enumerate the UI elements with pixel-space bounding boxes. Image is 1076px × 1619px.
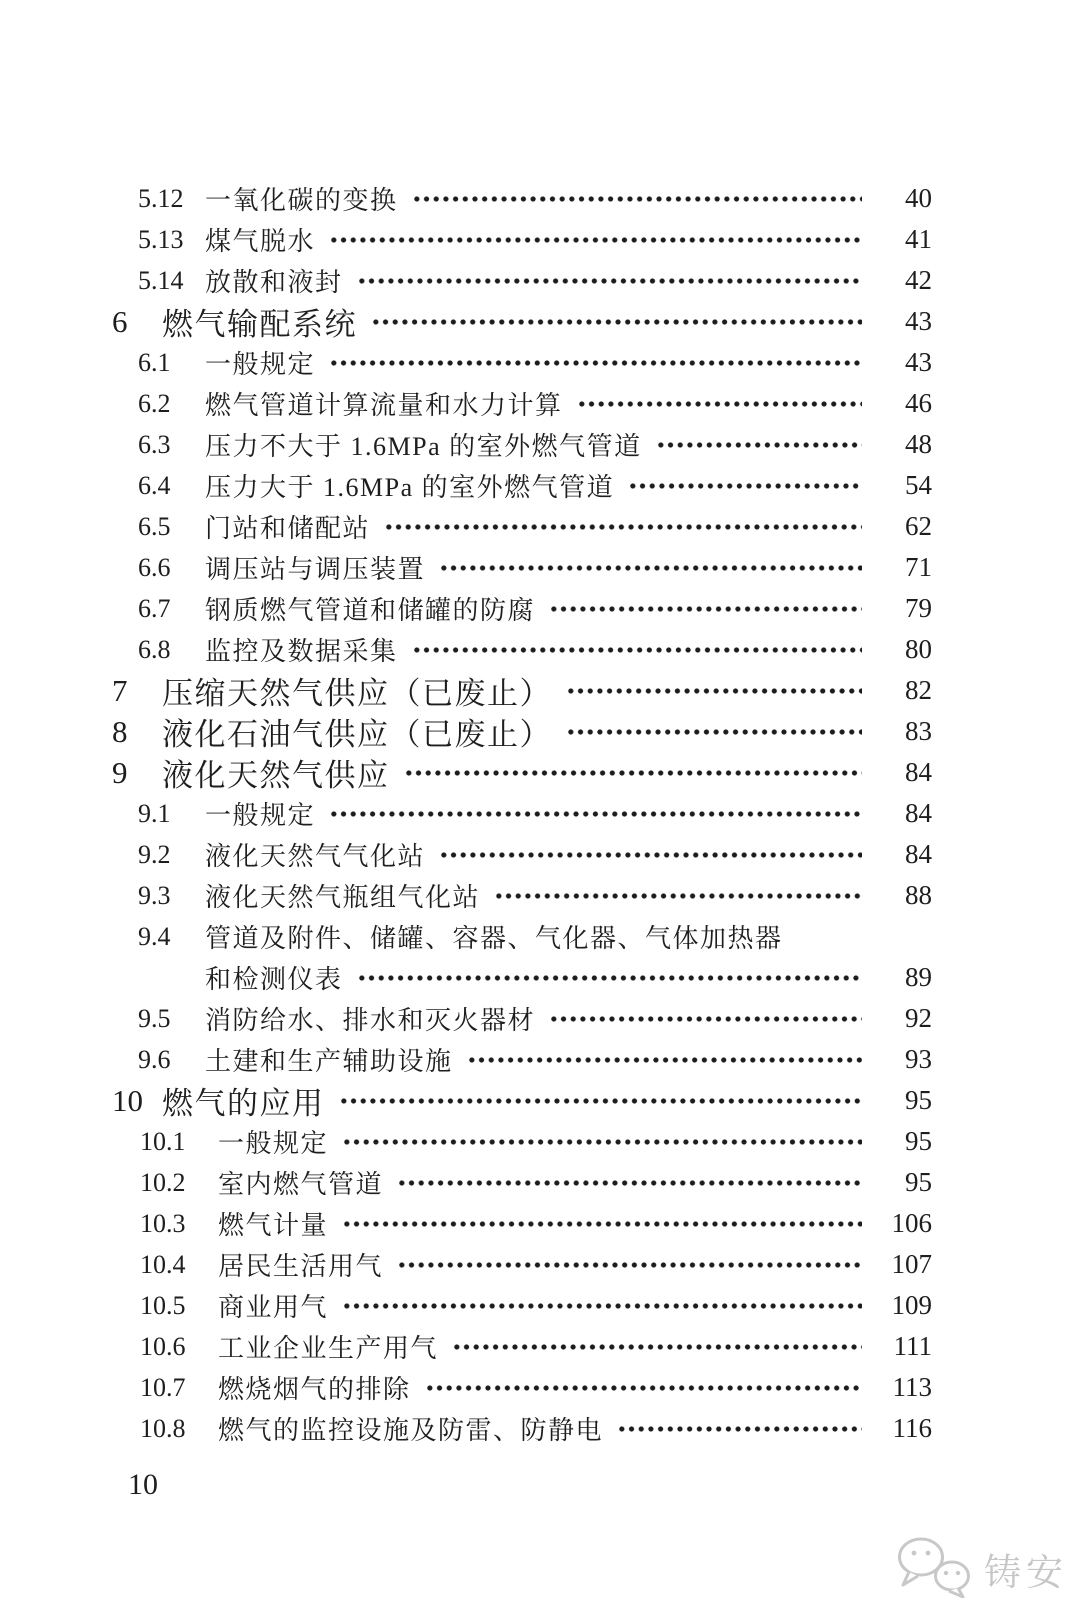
toc-entry-title: 室内燃气管道 <box>218 1170 384 1199</box>
watermark-text: 铸安 <box>984 1552 1068 1594</box>
toc-entry-page: 84 <box>905 757 932 787</box>
toc-entry-number: 6 <box>112 303 128 339</box>
toc-entry-title: 燃烧烟气的排除 <box>218 1375 411 1404</box>
toc-entry-number: 9.4 <box>138 921 171 951</box>
toc-entry-page: 109 <box>891 1290 932 1320</box>
toc-entry-page: 111 <box>893 1331 932 1361</box>
toc-entry-title: 燃气管道计算流量和水力计算 <box>205 391 563 420</box>
toc-entry-page: 95 <box>905 1167 932 1197</box>
toc-entry-title: 液化天然气供应 <box>162 758 390 793</box>
dot-leader <box>329 793 862 834</box>
dot-leader <box>342 1121 862 1162</box>
toc-entry-title: 调压站与调压装置 <box>205 555 426 584</box>
toc-entry-number: 6.1 <box>138 347 171 377</box>
toc-entry-number: 10 <box>112 1082 143 1118</box>
toc-entry-number: 9.6 <box>138 1044 171 1074</box>
toc-entry-title: 燃气的监控设施及防雷、防静电 <box>218 1416 604 1445</box>
toc-entry-number: 8 <box>112 713 128 749</box>
toc-entry-page: 42 <box>905 265 932 295</box>
toc-entry-number: 10.8 <box>140 1413 186 1443</box>
toc-row <box>0 342 1076 383</box>
toc-row <box>0 301 1076 342</box>
dot-leader <box>404 752 863 793</box>
toc-entry-number: 6.7 <box>138 593 171 623</box>
toc-entry-number: 6.6 <box>138 552 171 582</box>
toc-row <box>0 998 1076 1039</box>
toc-row <box>0 1162 1076 1203</box>
toc-row <box>0 711 1076 752</box>
toc-entry-title: 燃气计量 <box>218 1211 329 1240</box>
toc-entry-page: 71 <box>905 552 932 582</box>
toc-entry-page: 93 <box>905 1044 932 1074</box>
dot-leader <box>577 383 862 424</box>
toc-entry-page: 41 <box>905 224 932 254</box>
toc-entry-page: 82 <box>905 675 932 705</box>
toc-row <box>0 588 1076 629</box>
toc-entry-title: 液化天然气瓶组气化站 <box>205 883 481 912</box>
toc-row <box>0 752 1076 793</box>
toc-row <box>0 793 1076 834</box>
dot-leader <box>566 670 862 711</box>
toc-entry-number: 5.14 <box>138 265 184 295</box>
toc-row <box>0 260 1076 301</box>
dot-leader <box>357 957 862 998</box>
toc-entry-page: 43 <box>905 306 932 336</box>
toc-entry-title: 管道及附件、储罐、容器、气化器、气体加热器 <box>205 924 783 953</box>
toc-entry-page: 80 <box>905 634 932 664</box>
toc-entry-number: 9.3 <box>138 880 171 910</box>
toc-entry-title: 工业企业生产用气 <box>218 1334 439 1363</box>
toc-row <box>0 383 1076 424</box>
toc-entry-page: 84 <box>905 798 932 828</box>
toc-entry-title: 一般规定 <box>218 1129 329 1158</box>
dot-leader <box>549 588 862 629</box>
toc-entry-number: 10.5 <box>140 1290 186 1320</box>
dot-leader <box>425 1367 862 1408</box>
toc-row <box>0 834 1076 875</box>
toc-entry-title: 燃气输配系统 <box>162 307 357 342</box>
dot-leader <box>342 1203 862 1244</box>
toc-row <box>0 178 1076 219</box>
toc-row <box>0 1039 1076 1080</box>
dot-leader <box>452 1326 862 1367</box>
toc-entry-title: 煤气脱水 <box>205 227 316 256</box>
dot-leader <box>439 834 862 875</box>
toc-entry-title: 液化石油气供应（已废止） <box>162 717 552 752</box>
toc-entry-number: 6.4 <box>138 470 171 500</box>
toc-entry-page: 95 <box>905 1085 932 1115</box>
toc-entry-title: 一般规定 <box>205 801 316 830</box>
dot-leader <box>549 998 862 1039</box>
dot-leader <box>412 629 862 670</box>
toc-entry-number: 10.4 <box>140 1249 186 1279</box>
toc-list <box>0 178 1076 1449</box>
toc-entry-page: 62 <box>905 511 932 541</box>
dot-leader <box>329 219 862 260</box>
toc-entry-title: 居民生活用气 <box>218 1252 384 1281</box>
toc-entry-title: 消防给水、排水和灭火器材 <box>205 1006 536 1035</box>
toc-entry-title: 和检测仪表 <box>205 965 343 994</box>
toc-entry-title: 门站和储配站 <box>205 514 371 543</box>
toc-entry-number: 6.5 <box>138 511 171 541</box>
toc-row <box>0 1244 1076 1285</box>
toc-entry-number: 9 <box>112 754 128 790</box>
page-footer-number: 10 <box>128 1468 158 1501</box>
toc-entry-page: 107 <box>891 1249 932 1279</box>
toc-entry-number: 5.12 <box>138 183 184 213</box>
toc-entry-number: 6.3 <box>138 429 171 459</box>
toc-entry-page: 88 <box>905 880 932 910</box>
toc-entry-title: 监控及数据采集 <box>205 637 398 666</box>
toc-entry-page: 113 <box>892 1372 932 1402</box>
toc-entry-number: 10.2 <box>140 1167 186 1197</box>
toc-row <box>0 465 1076 506</box>
dot-leader <box>467 1039 862 1080</box>
toc-entry-number: 6.2 <box>138 388 171 418</box>
toc-entry-number: 10.7 <box>140 1372 186 1402</box>
toc-entry-page: 48 <box>905 429 932 459</box>
toc-entry-page: 92 <box>905 1003 932 1033</box>
toc-entry-title: 压力大于 1.6MPa 的室外燃气管道 <box>205 473 615 502</box>
toc-entry-title: 燃气的应用 <box>162 1086 325 1121</box>
toc-entry-page: 106 <box>891 1208 932 1238</box>
toc-entry-number: 9.1 <box>138 798 171 828</box>
toc-row <box>0 547 1076 588</box>
toc-entry-page: 79 <box>905 593 932 623</box>
dot-leader <box>412 178 862 219</box>
dot-leader <box>628 465 862 506</box>
toc-entry-page: 43 <box>905 347 932 377</box>
toc-entry-page: 83 <box>905 716 932 746</box>
toc-row <box>0 1285 1076 1326</box>
toc-row <box>0 506 1076 547</box>
dot-leader <box>656 424 862 465</box>
toc-entry-page: 54 <box>905 470 932 500</box>
toc-entry-title: 放散和液封 <box>205 268 343 297</box>
toc-row <box>0 1080 1076 1121</box>
dot-leader <box>617 1408 862 1449</box>
toc-entry-title: 压力不大于 1.6MPa 的室外燃气管道 <box>205 432 642 461</box>
dot-leader <box>384 506 862 547</box>
toc-row <box>0 957 1076 998</box>
dot-leader <box>342 1285 862 1326</box>
dot-leader <box>371 301 862 342</box>
toc-row <box>0 670 1076 711</box>
toc-row <box>0 1203 1076 1244</box>
toc-entry-page: 84 <box>905 839 932 869</box>
toc-entry-page: 46 <box>905 388 932 418</box>
toc-entry-page: 95 <box>905 1126 932 1156</box>
toc-entry-title: 液化天然气气化站 <box>205 842 426 871</box>
toc-entry-number: 10.6 <box>140 1331 186 1361</box>
toc-entry-number: 7 <box>112 672 128 708</box>
toc-entry-page: 116 <box>892 1413 932 1443</box>
dot-leader <box>329 342 862 383</box>
toc-entry-number: 9.5 <box>138 1003 171 1033</box>
toc-entry-number: 9.2 <box>138 839 171 869</box>
toc-row <box>0 219 1076 260</box>
dot-leader <box>339 1080 863 1121</box>
toc-row <box>0 1367 1076 1408</box>
toc-entry-number: 5.13 <box>138 224 184 254</box>
toc-entry-title: 土建和生产辅助设施 <box>205 1047 453 1076</box>
watermark <box>894 1534 1068 1603</box>
dot-leader <box>397 1244 862 1285</box>
toc-entry-number: 10.3 <box>140 1208 186 1238</box>
toc-entry-number: 6.8 <box>138 634 171 664</box>
toc-entry-title: 一般规定 <box>205 350 316 379</box>
toc-row <box>0 1326 1076 1367</box>
toc-entry-title: 商业用气 <box>218 1293 329 1322</box>
toc-row <box>0 875 1076 916</box>
dot-leader <box>439 547 862 588</box>
toc-entry-title: 一氧化碳的变换 <box>205 186 398 215</box>
toc-row <box>0 424 1076 465</box>
toc-entry-title: 钢质燃气管道和储罐的防腐 <box>205 596 536 625</box>
toc-row <box>0 629 1076 670</box>
dot-leader <box>397 1162 862 1203</box>
dot-leader <box>494 875 862 916</box>
toc-row <box>0 1121 1076 1162</box>
toc-row <box>0 1408 1076 1449</box>
toc-entry-page: 89 <box>905 962 932 992</box>
toc-entry-number: 10.1 <box>140 1126 186 1156</box>
toc-entry-page: 40 <box>905 183 932 213</box>
dot-leader <box>566 711 862 752</box>
wechat-logo-icon <box>894 1534 980 1603</box>
toc-entry-title: 压缩天然气供应（已废止） <box>162 676 552 711</box>
dot-leader <box>357 260 862 301</box>
toc-row <box>0 916 1076 957</box>
